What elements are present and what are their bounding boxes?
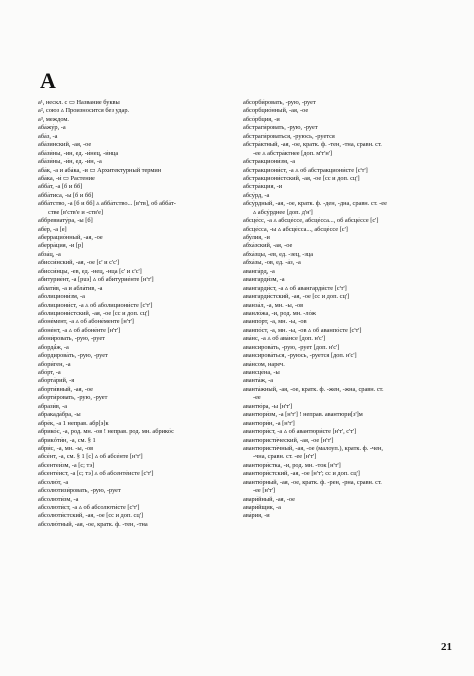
dictionary-entry: абстракциони́стский, -ая, -ое [сс и доп. сц'] (243, 174, 360, 182)
dictionary-entry: абсу́рд, -а (243, 191, 270, 199)
dictionary-entry: -чна, сравн. ст. -ее [н'т'] (253, 453, 317, 461)
dictionary-entry: абсентеи́зм, -а [с; тэ] (38, 461, 95, 469)
dictionary-entry: авансирова́ться, -руюсь, -руется [доп. н'с'] (243, 352, 357, 360)
dictionary-entry: абсолю́тный, -ая, -ое, кратк. ф. -тен, -тна (38, 520, 148, 528)
dictionary-entry: абха́зский, -ая, -ое (243, 242, 293, 250)
dictionary-entry: аборти́вный, -ая, -ое (38, 385, 93, 393)
dictionary-entry: -ее ▵ абстра́ктнее [доп. м'т'н'] (253, 149, 332, 157)
dictionary-entry: абре́к, -а 1 неправ. абр[э]к (38, 419, 109, 427)
dictionary-entry: аба́зи́ны, -ин, ед. -и́нец, -и́нца (38, 149, 119, 157)
dictionary-entry: аборта́рий, -я (38, 377, 75, 385)
dictionary-entry: авантю́рный, -ая, -ое, кратк. ф. -рен, -рна, сравн. ст. (243, 478, 382, 486)
dictionary-entry: абрикóти́н, -а, см. § 1 (38, 436, 96, 444)
dictionary-entry: аванпо́ст, -а, мн. -ы, -ов ▵ об аванпо́сте [с'т'] (243, 326, 362, 334)
dictionary-entry: аббревиату́ра, -ы [б] (38, 217, 93, 225)
dictionary-entry: абе́р, -а [е] (38, 225, 67, 233)
dictionary-entry: абсе́нт, -а, см. § 1 [с] ▵ об абсе́нте [н'т'] (38, 453, 143, 461)
dictionary-entry: авантюристи́ческий, -ая, -ое [н'т'] (243, 436, 334, 444)
dictionary-entry: а¹, нескл. с ▭ Название буквы (38, 99, 120, 106)
dictionary-entry: аванга́рд, -а (243, 267, 275, 275)
dictionary-entry: аба́ка, -и́ ▭ Растение (38, 174, 95, 182)
dictionary-entry: абстра́кция, -и (243, 183, 283, 191)
dictionary-entry: абри́с, -а, мн. -ы, -ов (38, 444, 94, 452)
dictionary-entry: абрази́в, -а (38, 402, 68, 410)
dictionary-entry: або́рт, -а (38, 369, 61, 376)
dictionary-entry: авансце́на, -ы (243, 369, 280, 376)
dictionary-entry: абори́ген, -а (38, 360, 71, 368)
dictionary-entry: абитурие́нт, -а [рuэ] ▵ об абитурие́нте [н'т'] (38, 276, 154, 284)
dictionary-entry: абсце́сса, -ы ▵ абсце́сса..., абсце́ссе [с'] (243, 225, 348, 233)
dictionary-entry: абстра́ктный, -ая, -ое, кратк. ф. -тен, -тна, сравн. ст. (243, 141, 382, 149)
dictionary-entry: абстраги́роваться, -руюсь, -руется (243, 132, 335, 140)
dictionary-entry: абза́ц, -а (38, 250, 61, 258)
dictionary-entry: аба́зи́ны, -и́н, ед. -и́н, -а (38, 158, 102, 166)
dictionary-entry: абордá́ж, -а (38, 343, 69, 351)
dictionary-entry: авантюри́стка, -и, род. мн. -ток [н'т'] (243, 461, 341, 469)
dictionary-entry: абсорбцио́нный, -ая, -ое (243, 107, 309, 115)
dictionary-entry: авансирова́ть, -рую, -рует [доп. н'с'] (243, 343, 340, 351)
dictionary-entry: абха́зцы, -ев, ед. -зец, -зца (243, 250, 314, 258)
dictionary-entry: аборти́ровать, -рую, -рует (38, 394, 108, 402)
dictionary-entry: авари́йщик, -а (243, 504, 281, 511)
dictionary-entry: аванта́жный, -ая, -ое, кратк. ф. -жен, -жна, сравн. ст. (243, 385, 384, 393)
page-number: 21 (441, 641, 452, 653)
dictionary-entry: абу́лия, -и (243, 234, 270, 241)
dictionary-entry: абсу́рдный, -ая, -ое, кратк. ф. -ден, -дна, сравн. ст. -ее (243, 200, 387, 208)
dictionary-entry: аберрацио́нный, -ая, -ое (38, 234, 103, 241)
dictionary-entry: ава́нс, -а ▵ об ава́нсе [доп. н'с'] (243, 335, 326, 343)
dictionary-entry: абха́зы, -ов, ед. -а́з, -а (243, 259, 301, 267)
dictionary-entry: а², союз ▵ Произносится без удар. (38, 107, 130, 115)
dictionary-entry: а³, междом. (38, 115, 69, 123)
dictionary-entry: аба́жу́р, -а (38, 124, 66, 132)
dictionary-entry: аба́зинский, -ая, -ое (38, 141, 92, 149)
section-letter: А (40, 68, 56, 93)
dictionary-entry: абсенте́ист, -а [с; тэ] ▵ об абсенте́исте [с'т'] (38, 470, 154, 478)
dictionary-entry: аболициони́зм, -а (38, 293, 85, 301)
dictionary-entry: абони́ровать, -рую, -рует (38, 335, 105, 343)
dictionary-entry: абсолюти́стский, -ая, -ое [сс и доп. сц'] (38, 512, 143, 520)
dictionary-entry: абстракциони́зм, -а (243, 158, 296, 166)
dictionary-entry: абисси́нский, -ая, -ое [с' и с'с'] (38, 259, 120, 267)
dictionary-entry: абсолюти́ст, -а ▵ об абсолюти́сте [с'т'] (38, 504, 140, 511)
dictionary-entry: аванпо́рт, -а, мн. -ы, -ов (243, 318, 307, 326)
dictionary-entry: авари́йный, -ая, -ое (243, 495, 295, 503)
dictionary-entry: аванта́ж, -а (243, 377, 274, 385)
dictionary-entry: аберра́ция, -и [р] (38, 242, 84, 250)
dictionary-entry: аба́к, -а и аба́ка, -и ▭ Архитектурный термин (38, 166, 162, 174)
dictionary-entry: абстракциони́ст, -а ▵ об абстракциони́сте [с'т'] (243, 166, 368, 174)
dictionary-entry: авантюри́зм, -а [н'т'] ! неправ. авантюри[з']м (243, 411, 363, 419)
dictionary-entry: абракада́бра, -ы (38, 411, 81, 419)
dictionary-entry: абсце́сс, -а ▵ абсце́ссе, абсце́сса..., об абсце́ссе [с'] (243, 217, 379, 225)
dictionary-entry: абба́тство, -а [б и бб] ▵ абба́тство... [в'тв], об абба́т- (38, 200, 176, 208)
dictionary-entry: абоне́нт, -а ▵ об абоне́нте [н'т'] (38, 326, 121, 334)
dictionary-entry: абоне́мент, -а ▵ об абоне́менте [н'т'] (38, 318, 134, 326)
dictionary-entry: аванло́жа, -и, род. мн. -ло́ж (243, 309, 316, 317)
dictionary-entry: авангарди́зм, -а (243, 276, 285, 284)
dictionary-entry: абсорби́ровать, -рую, -рует (243, 99, 316, 106)
dictionary-entry: стве [в'ств'е и -ств'е] (48, 208, 104, 216)
dictionary-entry: абба́т, -а [б и бб] (38, 183, 83, 191)
dictionary-entry: аболициони́стский, -ая, -ое [сс и доп. сц'] (38, 309, 150, 317)
dictionary-entry: ава́нсом, нареч. (243, 360, 285, 368)
dictionary-entry: авангарди́стский, -ая, -ое [сс и доп. сц'] (243, 293, 350, 301)
dictionary-entry: аванза́л, -а, мн. -ы, -ов (243, 301, 304, 309)
dictionary-entry: авангарди́ст, -а ▵ об авангарди́сте [с'т'] (243, 284, 347, 292)
dictionary-entry: -ее (253, 394, 261, 402)
dictionary-entry: авантю́ра, -ы [н'т'] (243, 402, 293, 410)
dictionary-entry: абордирова́ть, -рую, -рует (38, 352, 108, 360)
dictionary-entry: аба́з, -а (38, 132, 58, 140)
dictionary-entry: абрико́с, -а, род. мн. -ов ! неправ. род. мн. абрико́с (38, 428, 174, 436)
right-column (243, 99, 443, 521)
dictionary-entry: аболициони́ст, -а ▵ об аболициони́сте [с'т'] (38, 301, 153, 309)
left-column (38, 99, 238, 529)
dictionary-entry: ▵ абсу́рднее [доп. д'н'] (253, 208, 313, 216)
dictionary-entry: абсолю́т, -а (38, 478, 69, 486)
dictionary-entry: -ее [н'т'] (253, 487, 276, 495)
dictionary-entry: авантюри́ст, -а ▵ об авантюри́сте [н'т', с'т'] (243, 428, 357, 436)
dictionary-entry: абба́тиса, -ы [б и бб] (38, 191, 94, 199)
dictionary-entry: абстраги́ровать, -рую, -рует (243, 124, 318, 132)
dictionary-entry: абисси́нцы, -ев, ед. -нец, -нца [с' и с'с'] (38, 267, 142, 275)
dictionary-entry: абсолюти́зм, -а (38, 495, 79, 503)
dictionary-entry: ава́рия, -и (243, 512, 270, 520)
dictionary-entry: авантюри́н, -а [н'т'] (243, 419, 295, 427)
dictionary-entry: авантюри́стский, -ая, -ое [н'т'; сс и доп. сц'] (243, 470, 360, 478)
dictionary-entry: аблати́в, -а и абла́тив, -а (38, 284, 103, 292)
dictionary-entry: абсо́рбция, -и (243, 115, 280, 123)
dictionary-entry: авантюристи́чный, -ая, -ое (малоуп.), кратк. ф. -чен, (243, 444, 383, 452)
dictionary-entry: абсолютизи́ровать, -рую, -рует (38, 487, 121, 495)
